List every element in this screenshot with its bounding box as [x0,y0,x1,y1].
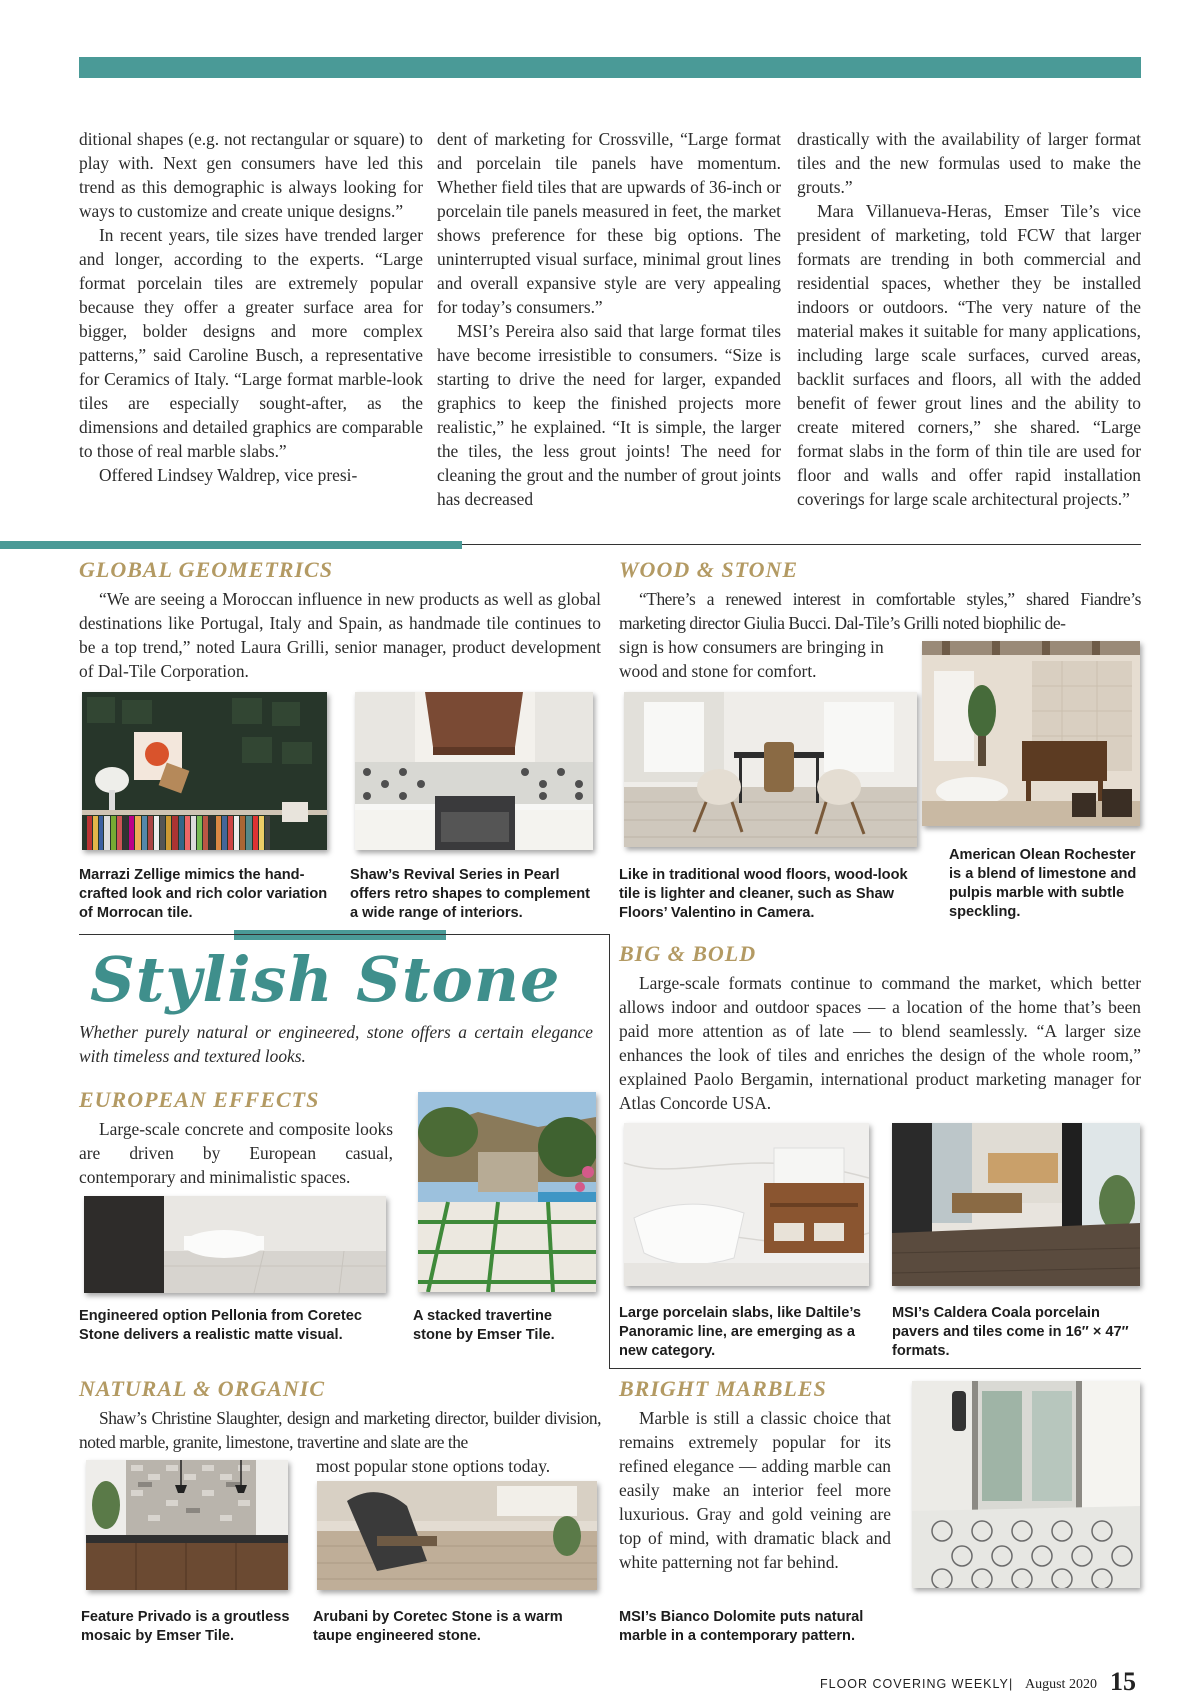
caption-marrazi-zellige: Marrazi Zellige mimics the hand-crafted look and rich color variation of Morrocan tile. [79,867,328,921]
photo-shaw-revival [355,692,593,850]
article-paragraph: MSI’s Pereira also said that large format tiles have become irresistible to consumers. “Size is starting to drive the need for larger, expanded graphics to keep the finished projects more realistic,” he explained. “It is simple, the larger the tiles, the less grout joints! The need for cleaning the grout and the number of grout joints has decreased [437,321,781,509]
photo-caldera-coala [892,1123,1140,1286]
article-column-1 [79,127,423,487]
caption-feature-privado: Feature Privado is a groutless mosaic by Emser Tile. [81,1609,290,1644]
caption-daltile-panoramic: Large porcelain slabs, like Daltile’s Panoramic line, are emerging as a new category. [619,1305,861,1359]
stylish-stone-top-rule [79,934,609,935]
stylish-stone-title: Stylish Stone [90,943,561,1016]
big-bold-bottom-rule [609,1368,1141,1369]
photo-pellonia [84,1196,386,1293]
stylish-stone-right-rule [609,934,610,1368]
caption-stacked-travertine: A stacked travertine stone by Emser Tile. [413,1308,555,1343]
natural-and-organic-body: Shaw’s Christine Slaughter, design and marketing director, builder division, noted marble, granite, limestone, travertine and slate are the [79,1408,601,1452]
footer-publication [820,1677,1009,1691]
photo-marrazi-zellige [82,692,327,850]
heading-bright-marbles: BRIGHT MARBLES [619,1376,827,1401]
caption-arubani: Arubani by Coretec Stone is a warm taupe engineered stone. [313,1609,563,1644]
natural-and-organic-body-continued: most popular stone options today. [316,1456,551,1476]
caption-pellonia: Engineered option Pellonia from Coretec Stone delivers a realistic matte visual. [79,1308,362,1343]
page-number: 15 [1110,1667,1136,1696]
article-paragraph: Offered Lindsey Waldrep, vice presi- [99,465,358,485]
top-teal-bar [79,57,1141,78]
article-paragraph: In recent years, tile sizes have trended larger and longer, according to the experts. “Large format porcelain tiles are extremely popular because they offer a greater surface area for bigger, bolder designs and more complex patterns,” said Caroline Busch, a representative for Ceramics of Italy. “Large format marble-look tiles are especially sought-after, as the dimensions and detailed graphics are comparable to those of real marble slabs.” [79,225,423,461]
photo-bianco-dolomite [912,1381,1140,1588]
caption-american-olean: American Olean Rochester is a blend of limestone and pulpis marble with subtle speckling. [949,847,1137,920]
heading-wood-and-stone: WOOD & STONE [619,557,799,582]
photo-daltile-panoramic [624,1123,869,1286]
heading-natural-and-organic: NATURAL & ORGANIC [79,1376,326,1401]
article-paragraph: dent of marketing for Crossville, “Large format and porcelain tile panels have momentum. Whether field tiles that are upwards of 36-inch or porcelain tile panels measured in feet, the market shows preference for these big options. The uninterrupted visual surface, minimal grout lines and overall expansive style are very appealing for today’s consumers.” [437,129,781,317]
stylish-stone-deck: Whether purely natural or engineered, stone offers a certain elegance with timeless and textured looks. [79,1022,593,1066]
photo-feature-privado [86,1460,288,1590]
photo-valentino-camera [624,692,917,847]
photo-american-olean [922,641,1140,826]
bright-marbles-body: Marble is still a classic choice that remains extremely popular for its refined elegance — adding marble can easily make an interior feel more luxurious. Gray and gold veining are top of mind, with dramatic black and white patterning not far behind. [619,1408,891,1572]
footer-publication-name: FLOOR COVERING WEEKLY [820,1677,1009,1691]
footer-date: August 2020 [1025,1677,1097,1692]
article-paragraph: Mara Villanueva-Heras, Emser Tile’s vice president of marketing, told FCW that larger formats are trending in both commercial and residential spaces, whether they be installed indoors or outdoors. “The very nature of the material makes it suitable for many applications, including large scale surfaces, curved areas, backlit surfaces and floors, all with the added benefit of fewer grout lines and the ability to create mitered corners,” she shared. “Large format slabs in the form of thin tile are used for floor and walls and offer rapid installation coverings for large scale architectural projects.” [797,201,1141,509]
caption-bianco-dolomite: MSI’s Bianco Dolomite puts natural marble in a contemporary pattern. [619,1609,864,1644]
european-effects-body: Large-scale concrete and composite looks are driven by European casual, contemporary and minimalistic spaces. [79,1119,393,1187]
big-and-bold-body: Large-scale formats continue to command the market, which better allows indoor and outdoor spaces — a location of the home that’s been paid more attention as of late — to blend seamlessly. “A larger size enhances the look of tiles and enriches the design of the whole room,” explained Paolo Bergamin, international product marketing manager for Atlas Concorde USA. [619,973,1141,1113]
caption-caldera-coala: MSI’s Caldera Coala porcelain pavers and tiles come in 16″ × 47″ formats. [892,1305,1129,1359]
global-geometrics-body: “We are seeing a Moroccan influence in new products as well as global destinations like Portugal, Italy and Spain, as handmade tile continues to be a top trend,” noted Laura Grilli, senior manager, product development of Dal-Tile Corporation. [79,589,601,681]
heading-global-geometrics: GLOBAL GEOMETRICS [79,557,333,582]
caption-shaw-revival: Shaw’s Revival Series in Pearl offers retro shapes to complement a wide range of interiors. [350,867,591,921]
footer-separator: | [1009,1677,1014,1691]
article-paragraph: drastically with the availability of larger format tiles and the new formulas used to make the grouts.” [797,129,1141,197]
photo-stacked-travertine [418,1092,596,1292]
caption-valentino-camera: Like in traditional wood floors, wood-look tile is lighter and cleaner, such as Shaw Floors’ Valentino in Camera. [619,867,908,921]
heading-european-effects: EUROPEAN EFFECTS [79,1087,320,1112]
photo-arubani [317,1481,597,1590]
section-divider-teal [0,541,462,549]
wood-and-stone-body-continued: sign is how consumers are bringing in wood and stone for comfort. [619,637,884,681]
article-paragraph: ditional shapes (e.g. not rectangular or square) to play with. Next gen consumers have led this trend as this demographic is always looking for ways to customize and create unique designs.” [79,129,423,221]
article-column-3 [797,127,1141,511]
section-divider-line [462,544,1141,545]
article-column-2 [437,127,781,511]
stylish-stone-teal-tab [234,930,446,940]
wood-and-stone-body: “There’s a renewed interest in comfortable styles,” shared Fiandre’s marketing director Giulia Bucci. Dal-Tile’s Grilli noted biophilic de- [619,589,1141,633]
heading-big-and-bold: BIG & BOLD [619,941,757,966]
